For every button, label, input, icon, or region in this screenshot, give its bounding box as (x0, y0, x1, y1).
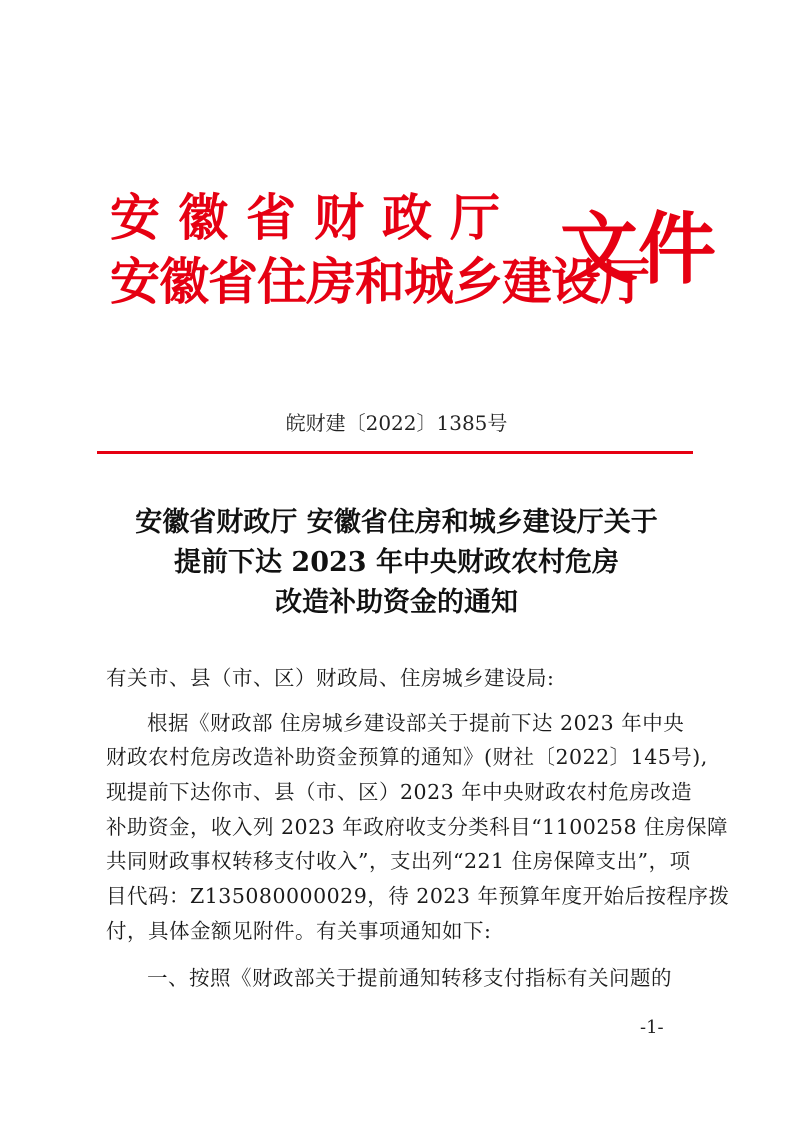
body-line: 现提前下达你市、县（市、区）2023 年中央财政农村危房改造 (106, 780, 693, 804)
body-line: 根据《财政部 住房城乡建设部关于提前下达 2023 年中央 (147, 711, 685, 735)
issuer-housing-dept: 安徽省住房和城乡建设厅 (110, 252, 649, 311)
body-line: 财政农村危房改造补助资金预算的通知》(财社〔2022〕145号), (106, 745, 708, 769)
document-title-line-2: 提前下达 2023 年中央财政农村危房 (174, 547, 619, 578)
body-line: 一、按照《财政部关于提前通知转移支付指标有关问题的 (147, 966, 672, 990)
document-label: 文件 (560, 204, 717, 295)
issuer-finance-dept: 安徽省财政厅 (110, 188, 518, 247)
red-divider (97, 451, 693, 454)
page-number: -1- (640, 1017, 664, 1038)
body-line: 付，具体金额见附件。有关事项通知如下: (106, 919, 492, 943)
body-line: 目代码：Z135080000029，待 2023 年预算年度开始后按程序拨 (106, 884, 730, 908)
body-line: 补助资金，收入列 2023 年政府收支分类科目“1100258 住房保障 (106, 815, 728, 839)
document-title-line-3: 改造补助资金的通知 (275, 587, 518, 618)
body-line: 共同财政事权转移支付收入”，支出列“221 住房保障支出”，项 (106, 849, 691, 873)
document-number: 皖财建〔2022〕1385号 (285, 411, 508, 435)
document-title-line-1: 安徽省财政厅 安徽省住房和城乡建设厅关于 (135, 507, 658, 538)
salutation: 有关市、县（市、区）财政局、住房城乡建设局: (106, 666, 555, 690)
